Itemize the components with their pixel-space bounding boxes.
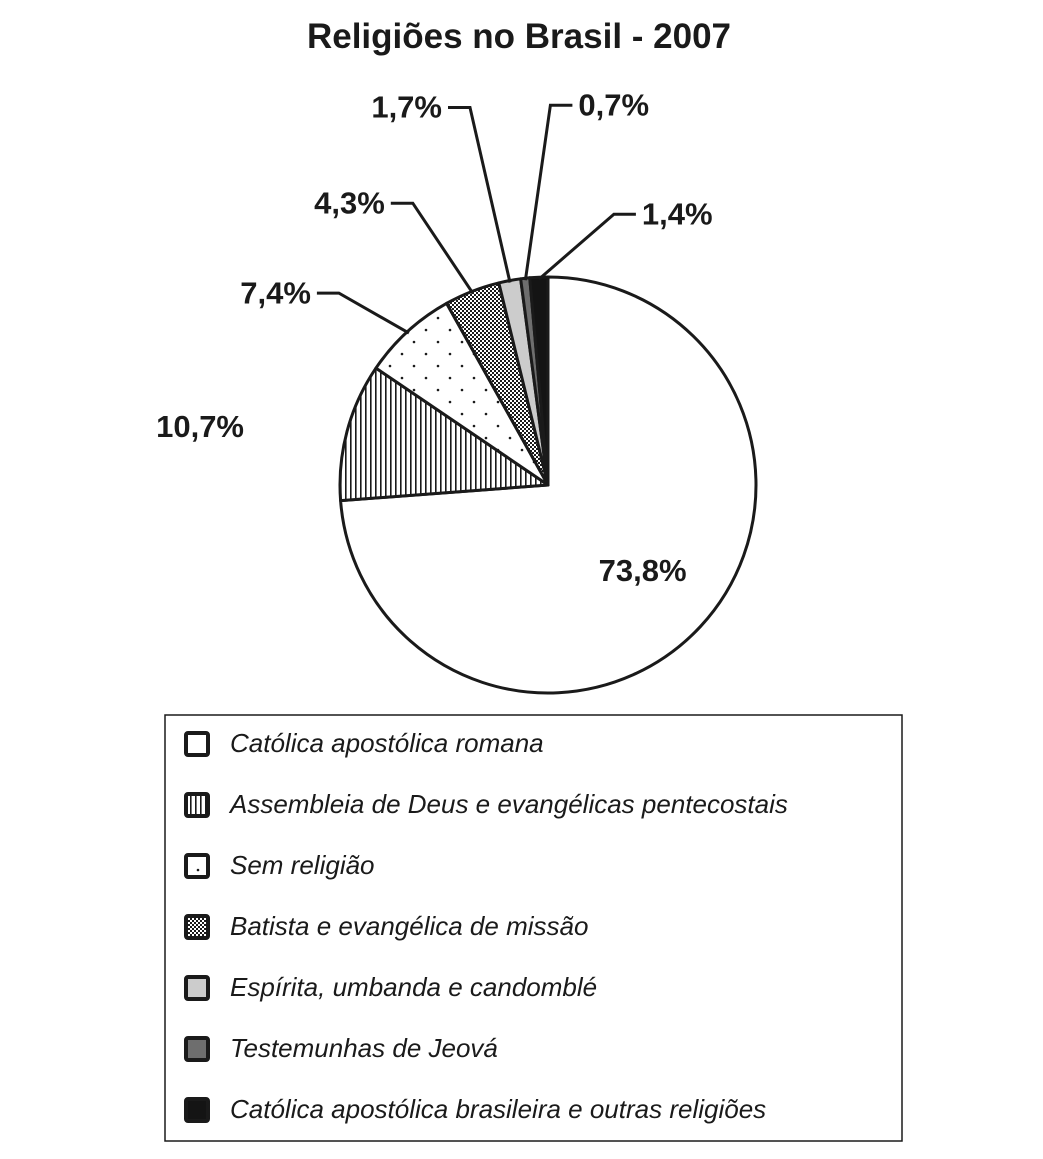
pct-label-batista-e-evangelica-de-missao: 4,3%	[314, 185, 385, 221]
legend	[165, 715, 902, 1141]
legend-label: Batista e evangélica de missão	[230, 910, 589, 941]
legend-item-espirita-umbanda-e-candomble	[186, 972, 597, 1002]
leader-line-sem-religiao	[317, 293, 409, 333]
legend-label: Católica apostólica romana	[230, 727, 544, 758]
pct-label-sem-religiao: 7,4%	[240, 275, 311, 311]
legend-label: Assembleia de Deus e evangélicas pentecostais	[230, 788, 788, 819]
pct-label-catolica-apostolica-romana: 73,8%	[598, 552, 687, 588]
leader-line-espirita-umbanda-e-candomble	[448, 108, 510, 283]
pie-slices	[340, 277, 756, 693]
legend-item-assembleia-de-deus-e-evangelicas-pentecostais	[186, 789, 788, 819]
legend-swatch	[186, 794, 208, 816]
legend-item-testemunhas-de-jeova	[186, 1033, 498, 1063]
pct-label-catolica-apostolica-brasileira-e-outras-religioes: 1,4%	[641, 196, 713, 232]
legend-label: Católica apostólica brasileira e outras religiões	[230, 1093, 767, 1124]
legend-swatch	[186, 733, 208, 755]
leader-line-catolica-apostolica-brasileira-e-outras-religioes	[539, 214, 636, 279]
legend-swatch	[186, 1038, 208, 1060]
legend-item-batista-e-evangelica-de-missao	[186, 911, 588, 941]
legend-item-catolica-apostolica-romana	[186, 728, 544, 758]
legend-swatch	[186, 1099, 208, 1121]
legend-swatch	[186, 977, 208, 999]
legend-swatch	[186, 916, 208, 938]
pct-label-testemunhas-de-jeova: 0,7%	[578, 87, 650, 123]
pct-label-assembleia-de-deus-e-evangelicas-pentecostais: 10,7%	[156, 409, 244, 445]
legend-label: Espírita, umbanda e candomblé	[230, 971, 598, 1002]
legend-swatch	[186, 855, 208, 877]
legend-item-catolica-apostolica-brasileira-e-outras-religioes	[186, 1094, 766, 1124]
legend-label: Sem religião	[230, 849, 375, 880]
leader-line-batista-e-evangelica-de-missao	[391, 203, 473, 293]
leader-line-testemunhas-de-jeova	[525, 105, 572, 280]
pct-label-espirita-umbanda-e-candomble: 1,7%	[371, 89, 442, 125]
legend-label: Testemunhas de Jeová	[230, 1032, 498, 1063]
chart-title: Religiões no Brasil - 2007	[306, 17, 732, 56]
